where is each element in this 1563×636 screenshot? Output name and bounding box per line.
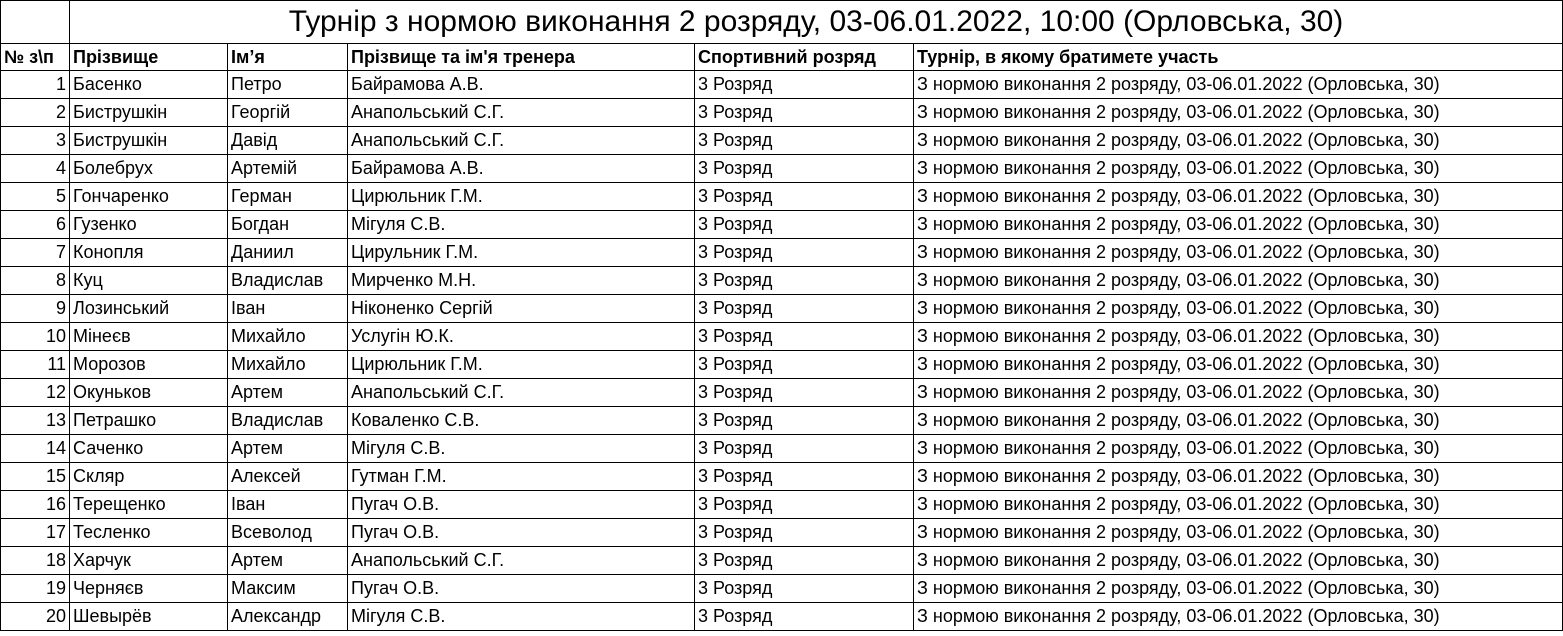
cell-tournament: З нормою виконання 2 розряду, 03-06.01.2022 (Орловська, 30) xyxy=(914,99,1563,127)
cell-name: Артем xyxy=(228,547,348,575)
table-row xyxy=(1,435,1563,463)
cell-name: Михайло xyxy=(228,323,348,351)
cell-surname: Басенко xyxy=(70,71,228,99)
cell-name: Артемій xyxy=(228,155,348,183)
cell-rank: 3 Розряд xyxy=(695,351,914,379)
cell-surname: Гончаренко xyxy=(70,183,228,211)
table-row xyxy=(1,155,1563,183)
cell-coach: Мирченко М.Н. xyxy=(348,267,695,295)
cell-surname: Терещенко xyxy=(70,491,228,519)
table-row xyxy=(1,407,1563,435)
cell-name: Герман xyxy=(228,183,348,211)
cell-num: 3 xyxy=(1,127,70,155)
cell-name: Владислав xyxy=(228,267,348,295)
table-row xyxy=(1,491,1563,519)
cell-name: Всеволод xyxy=(228,519,348,547)
header-name: Ім’я xyxy=(228,44,348,71)
cell-name: Іван xyxy=(228,491,348,519)
header-rank: Спортивний розряд xyxy=(695,44,914,71)
cell-coach: Цирульник Г.М. xyxy=(348,239,695,267)
corner-cell xyxy=(1,1,70,44)
cell-rank: 3 Розряд xyxy=(695,239,914,267)
cell-name: Артем xyxy=(228,379,348,407)
cell-rank: 3 Розряд xyxy=(695,519,914,547)
table-row xyxy=(1,267,1563,295)
cell-name: Михайло xyxy=(228,351,348,379)
cell-name: Алексей xyxy=(228,463,348,491)
table-row xyxy=(1,183,1563,211)
cell-rank: 3 Розряд xyxy=(695,491,914,519)
cell-surname: Шевырёв xyxy=(70,603,228,631)
header-num: № з\п xyxy=(1,44,70,71)
cell-num: 6 xyxy=(1,211,70,239)
cell-num: 15 xyxy=(1,463,70,491)
cell-rank: 3 Розряд xyxy=(695,463,914,491)
cell-coach: Мігуля С.В. xyxy=(348,211,695,239)
cell-num: 4 xyxy=(1,155,70,183)
cell-num: 2 xyxy=(1,99,70,127)
sheet-title: Турнір з нормою виконання 2 розряду, 03-06.01.2022, 10:00 (Орловська, 30) xyxy=(70,1,1563,44)
cell-num: 16 xyxy=(1,491,70,519)
cell-name: Даниил xyxy=(228,239,348,267)
cell-tournament: З нормою виконання 2 розряду, 03-06.01.2022 (Орловська, 30) xyxy=(914,519,1563,547)
cell-coach: Анапольський С.Г. xyxy=(348,547,695,575)
cell-surname: Биструшкін xyxy=(70,99,228,127)
cell-name: Максим xyxy=(228,575,348,603)
cell-surname: Конопля xyxy=(70,239,228,267)
cell-rank: 3 Розряд xyxy=(695,71,914,99)
cell-rank: 3 Розряд xyxy=(695,323,914,351)
cell-rank: 3 Розряд xyxy=(695,575,914,603)
cell-tournament: З нормою виконання 2 розряду, 03-06.01.2022 (Орловська, 30) xyxy=(914,603,1563,631)
table-row xyxy=(1,547,1563,575)
cell-tournament: З нормою виконання 2 розряду, 03-06.01.2022 (Орловська, 30) xyxy=(914,463,1563,491)
table-row xyxy=(1,323,1563,351)
cell-name: Іван xyxy=(228,295,348,323)
cell-coach: Байрамова А.В. xyxy=(348,155,695,183)
cell-surname: Харчук xyxy=(70,547,228,575)
cell-coach: Пугач О.В. xyxy=(348,575,695,603)
cell-rank: 3 Розряд xyxy=(695,267,914,295)
table-row xyxy=(1,71,1563,99)
cell-coach: Цирюльник Г.М. xyxy=(348,351,695,379)
cell-tournament: З нормою виконання 2 розряду, 03-06.01.2022 (Орловська, 30) xyxy=(914,575,1563,603)
cell-name: Владислав xyxy=(228,407,348,435)
cell-rank: 3 Розряд xyxy=(695,379,914,407)
cell-num: 14 xyxy=(1,435,70,463)
table-row xyxy=(1,603,1563,631)
cell-rank: 3 Розряд xyxy=(695,155,914,183)
cell-rank: 3 Розряд xyxy=(695,99,914,127)
cell-tournament: З нормою виконання 2 розряду, 03-06.01.2022 (Орловська, 30) xyxy=(914,435,1563,463)
cell-tournament: З нормою виконання 2 розряду, 03-06.01.2022 (Орловська, 30) xyxy=(914,323,1563,351)
cell-tournament: З нормою виконання 2 розряду, 03-06.01.2022 (Орловська, 30) xyxy=(914,239,1563,267)
cell-coach: Коваленко С.В. xyxy=(348,407,695,435)
cell-coach: Цирюльник Г.М. xyxy=(348,183,695,211)
cell-surname: Скляр xyxy=(70,463,228,491)
cell-surname: Мінеєв xyxy=(70,323,228,351)
cell-num: 11 xyxy=(1,351,70,379)
cell-surname: Болебрух xyxy=(70,155,228,183)
cell-num: 9 xyxy=(1,295,70,323)
cell-surname: Лозинський xyxy=(70,295,228,323)
cell-num: 17 xyxy=(1,519,70,547)
cell-rank: 3 Розряд xyxy=(695,295,914,323)
table-row xyxy=(1,295,1563,323)
cell-name: Александр xyxy=(228,603,348,631)
cell-coach: Ніконенко Сергій xyxy=(348,295,695,323)
cell-name: Георгій xyxy=(228,99,348,127)
cell-coach: Пугач О.В. xyxy=(348,519,695,547)
table-row xyxy=(1,463,1563,491)
cell-tournament: З нормою виконання 2 розряду, 03-06.01.2022 (Орловська, 30) xyxy=(914,351,1563,379)
cell-tournament: З нормою виконання 2 розряду, 03-06.01.2022 (Орловська, 30) xyxy=(914,127,1563,155)
cell-num: 8 xyxy=(1,267,70,295)
table-row xyxy=(1,211,1563,239)
cell-num: 5 xyxy=(1,183,70,211)
table-row xyxy=(1,351,1563,379)
cell-surname: Черняєв xyxy=(70,575,228,603)
cell-coach: Услугін Ю.К. xyxy=(348,323,695,351)
cell-tournament: З нормою виконання 2 розряду, 03-06.01.2022 (Орловська, 30) xyxy=(914,379,1563,407)
cell-coach: Гутман Г.М. xyxy=(348,463,695,491)
cell-num: 19 xyxy=(1,575,70,603)
cell-tournament: З нормою виконання 2 розряду, 03-06.01.2022 (Орловська, 30) xyxy=(914,211,1563,239)
cell-surname: Саченко xyxy=(70,435,228,463)
cell-name: Артем xyxy=(228,435,348,463)
table-body xyxy=(1,71,1563,631)
cell-rank: 3 Розряд xyxy=(695,127,914,155)
cell-rank: 3 Розряд xyxy=(695,435,914,463)
cell-coach: Байрамова А.В. xyxy=(348,71,695,99)
header-row xyxy=(1,44,1563,71)
table-row xyxy=(1,99,1563,127)
cell-tournament: З нормою виконання 2 розряду, 03-06.01.2022 (Орловська, 30) xyxy=(914,267,1563,295)
cell-coach: Анапольський С.Г. xyxy=(348,99,695,127)
cell-coach: Мігуля С.В. xyxy=(348,435,695,463)
cell-name: Давід xyxy=(228,127,348,155)
cell-num: 12 xyxy=(1,379,70,407)
cell-num: 20 xyxy=(1,603,70,631)
cell-rank: 3 Розряд xyxy=(695,603,914,631)
cell-surname: Биструшкін xyxy=(70,127,228,155)
cell-num: 10 xyxy=(1,323,70,351)
cell-surname: Окуньков xyxy=(70,379,228,407)
cell-num: 1 xyxy=(1,71,70,99)
cell-surname: Морозов xyxy=(70,351,228,379)
cell-num: 18 xyxy=(1,547,70,575)
cell-coach: Пугач О.В. xyxy=(348,491,695,519)
cell-tournament: З нормою виконання 2 розряду, 03-06.01.2022 (Орловська, 30) xyxy=(914,295,1563,323)
cell-coach: Мігуля С.В. xyxy=(348,603,695,631)
cell-surname: Гузенко xyxy=(70,211,228,239)
cell-num: 13 xyxy=(1,407,70,435)
cell-tournament: З нормою виконання 2 розряду, 03-06.01.2022 (Орловська, 30) xyxy=(914,407,1563,435)
cell-surname: Тесленко xyxy=(70,519,228,547)
title-row xyxy=(1,1,1563,44)
cell-tournament: З нормою виконання 2 розряду, 03-06.01.2022 (Орловська, 30) xyxy=(914,71,1563,99)
table-row xyxy=(1,127,1563,155)
header-coach: Прізвище та ім'я тренера xyxy=(348,44,695,71)
cell-surname: Петрашко xyxy=(70,407,228,435)
cell-tournament: З нормою виконання 2 розряду, 03-06.01.2022 (Орловська, 30) xyxy=(914,547,1563,575)
cell-coach: Анапольський С.Г. xyxy=(348,379,695,407)
cell-tournament: З нормою виконання 2 розряду, 03-06.01.2022 (Орловська, 30) xyxy=(914,183,1563,211)
header-tournament: Турнір, в якому братимете участь xyxy=(914,44,1563,71)
cell-rank: 3 Розряд xyxy=(695,211,914,239)
table-row xyxy=(1,519,1563,547)
cell-rank: 3 Розряд xyxy=(695,547,914,575)
cell-num: 7 xyxy=(1,239,70,267)
cell-name: Богдан xyxy=(228,211,348,239)
cell-tournament: З нормою виконання 2 розряду, 03-06.01.2022 (Орловська, 30) xyxy=(914,491,1563,519)
cell-name: Петро xyxy=(228,71,348,99)
cell-tournament: З нормою виконання 2 розряду, 03-06.01.2022 (Орловська, 30) xyxy=(914,155,1563,183)
cell-coach: Анапольський С.Г. xyxy=(348,127,695,155)
cell-rank: 3 Розряд xyxy=(695,183,914,211)
cell-surname: Куц xyxy=(70,267,228,295)
table-row xyxy=(1,239,1563,267)
cell-rank: 3 Розряд xyxy=(695,407,914,435)
table-row xyxy=(1,575,1563,603)
table-row xyxy=(1,379,1563,407)
header-surname: Прізвище xyxy=(70,44,228,71)
